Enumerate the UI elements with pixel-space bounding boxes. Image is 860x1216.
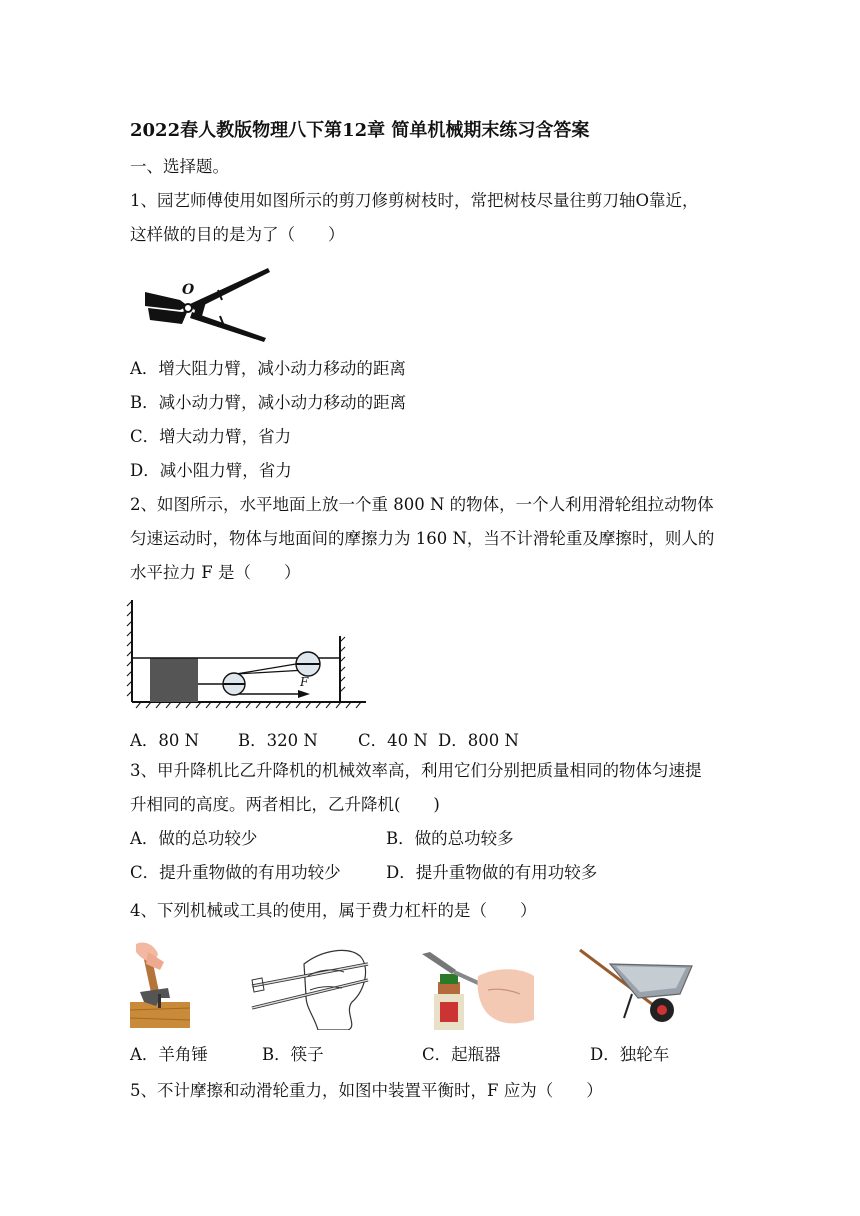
q2-option-b: B．320 N — [238, 731, 318, 750]
q1-option-c: C．增大动力臂，省力 — [130, 427, 292, 446]
q1-stem-line1: 1、园艺师傅使用如图所示的剪刀修剪树枝时，常把树枝尽量往剪刀轴O靠近， — [130, 191, 699, 210]
q2-stem-line2: 匀速运动时，物体与地面间的摩擦力为 160 N，当不计滑轮重及摩擦时，则人的 — [130, 529, 715, 548]
q5-stem-line1: 5、不计摩擦和动滑轮重力，如图中装置平衡时，F 应为（ ） — [130, 1081, 603, 1100]
document-title: 2022春人教版物理八下第12章 简单机械期末练习含答案 — [130, 120, 590, 141]
q2-pulley-figure — [126, 598, 376, 716]
q2-stem-line1: 2、如图所示，水平地面上放一个重 800 N 的物体，一个人利用滑轮组拉动物体 — [130, 495, 714, 514]
q4-wheelbarrow-image — [576, 944, 696, 1028]
q3-stem-line1: 3、甲升降机比乙升降机的机械效率高，利用它们分别把质量相同的物体匀速提 — [130, 761, 702, 780]
q1-option-a: A．增大阻力臂，减小动力移动的距离 — [130, 359, 406, 378]
q3-stem-line2: 升相同的高度。两者相比，乙升降机( ) — [130, 795, 440, 814]
q4-option-b: B．筷子 — [262, 1045, 324, 1064]
q1-stem-line2: 这样做的目的是为了（ ） — [130, 225, 345, 244]
q3-option-c: C．提升重物做的有用功较少 — [130, 863, 341, 882]
q3-option-d: D．提升重物做的有用功较多 — [386, 863, 598, 882]
q2-option-a: A．80 N — [130, 731, 200, 750]
q4-bottle-opener-image — [418, 950, 536, 1030]
q1-option-d: D．减小阻力臂，省力 — [130, 461, 292, 480]
q4-stem-line1: 4、下列机械或工具的使用，属于费力杠杆的是（ ） — [130, 901, 537, 920]
q2-option-d: D．800 N — [438, 731, 519, 750]
q4-claw-hammer-image — [130, 940, 190, 1028]
q4-option-a: A．羊角锤 — [130, 1045, 208, 1064]
q3-option-b: B．做的总功较多 — [386, 829, 514, 848]
q4-option-c: C．起瓶器 — [422, 1045, 501, 1064]
q3-option-a: A．做的总功较少 — [130, 829, 258, 848]
section-heading: 一、选择题。 — [130, 157, 229, 176]
q1-scissors-figure — [140, 262, 275, 342]
q4-chopsticks-image — [248, 946, 372, 1030]
q1-pivot-label: O — [182, 282, 195, 298]
q1-option-b: B．减小动力臂，减小动力移动的距离 — [130, 393, 407, 412]
q4-option-d: D．独轮车 — [590, 1045, 670, 1064]
q2-stem-line3: 水平拉力 F 是（ ） — [130, 563, 301, 582]
q2-force-label: F — [300, 675, 309, 689]
q2-option-c: C．40 N — [358, 731, 428, 750]
